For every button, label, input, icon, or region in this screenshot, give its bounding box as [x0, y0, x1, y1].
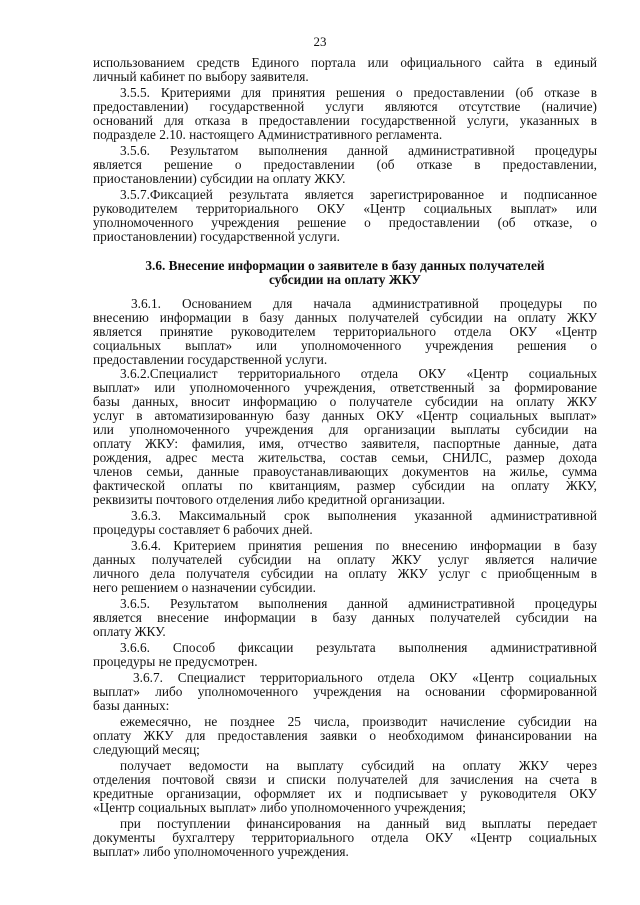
paragraph-line: данных получателей субсидии на оплату ЖКУ услуг является наличие	[93, 552, 597, 567]
paragraph-line: личный кабинет по выбору заявителя.	[93, 69, 309, 84]
paragraph-line: является внесение информации в базу данных получателей субсидии на	[93, 610, 597, 625]
paragraph-line: процедуры составляет 6 рабочих дней.	[93, 522, 313, 537]
paragraph-line: документы бухгалтеру территориального отдела ОКУ «Центр социальных	[93, 830, 597, 845]
paragraph-line: личного дела получателя субсидии на оплату ЖКУ услуг с приобщенным в	[93, 566, 597, 581]
paragraph-line: ежемесячно, не позднее 25 числа, производит начисление субсидии на	[120, 714, 597, 729]
paragraph-line: процедуры не предусмотрен.	[93, 654, 258, 669]
paragraph-line: выплат» либо уполномоченного учреждения на основании сформированной	[93, 684, 597, 699]
paragraph-line: выплат» либо уполномоченного учреждения.	[93, 844, 349, 859]
paragraph-line: приостановлении) государственной услуги.	[93, 229, 340, 244]
section-heading-line: 3.6. Внесение информации о заявителе в базу данных получателей	[145, 258, 545, 273]
page-number: 23	[313, 34, 327, 49]
paragraph-line: является принятие руководителем территориального отдела ОКУ «Центр	[93, 324, 597, 339]
paragraph-line: услуг в автоматизированную базу данных ОКУ «Центр социальных выплат»	[93, 408, 597, 423]
paragraph-line: подразделе 2.10. настоящего Административного регламента.	[93, 127, 443, 142]
paragraph-line: кредитные организации, оформляет их и подписывает у руководителя ОКУ	[93, 786, 597, 801]
paragraph-line: уполномоченного учреждения решение о предоставлении (об отказе, о	[93, 215, 597, 230]
paragraph-line: базы данных, вносит информацию о получателе субсидии на оплату ЖКУ	[93, 394, 597, 409]
paragraph-line: 3.6.7. Специалист территориального отдела ОКУ «Центр социальных	[133, 670, 597, 685]
paragraph-line: 3.6.2.Специалист территориального отдела ОКУ «Центр социальных	[120, 366, 597, 381]
paragraph-line: 3.6.4. Критерием принятия решения по внесению информации в базу	[131, 538, 597, 553]
paragraph-line: получает ведомости на выплату субсидий на оплату ЖКУ через	[120, 758, 597, 773]
paragraph-line: оплату ЖКУ: фамилия, имя, отчество заявителя, паспортные данные, дата	[93, 436, 597, 451]
paragraph-line: оплату ЖКУ.	[93, 624, 166, 639]
paragraph-line: предоставлении государственной услуги.	[93, 352, 328, 367]
paragraph-line: использованием средств Единого портала или официального сайта в единый	[93, 55, 597, 70]
paragraph-line: базы данных:	[93, 698, 170, 713]
paragraph-line: руководителем территориального ОКУ «Центр социальных выплат» или	[93, 201, 597, 216]
paragraph-line: фактической оплаты по квитанциям, размер субсидии на оплату ЖКУ,	[93, 478, 597, 493]
paragraph-line: 3.5.5. Критериями для принятия решения о предоставлении (об отказе в	[120, 85, 597, 100]
paragraph-line: 3.5.6. Результатом выполнения данной административной процедуры	[120, 143, 597, 158]
paragraph-line: отделения почтовой связи и списки получателей для зачисления на счета в	[93, 772, 597, 787]
paragraph-line: 3.6.3. Максимальный срок выполнения указанной административной	[131, 508, 597, 523]
paragraph-line: является решение о предоставлении (об отказе в предоставлении,	[93, 157, 597, 172]
paragraph-line: «Центр социальных выплат» либо уполномоченного учреждения;	[93, 800, 466, 815]
paragraph-line: или уполномоченного учреждения для организации выплаты субсидии на	[93, 422, 597, 437]
paragraph-line: приостановлении) субсидии на оплату ЖКУ.	[93, 171, 346, 186]
paragraph-line: реквизиты почтового отделения либо кредитной организации.	[93, 492, 446, 507]
paragraph-line: оплату ЖКУ для предоставления заявки о необходимом финансировании на	[93, 728, 597, 743]
paragraph-line: предоставлении) государственной услуги являются отсутствие (наличие)	[93, 99, 597, 114]
paragraph-line: 3.5.7.Фиксацией результата является зарегистрированное и подписанное	[120, 187, 597, 202]
paragraph-line: внесению информации в базу данных получателей субсидии на оплату ЖКУ	[93, 310, 597, 325]
paragraph-line: 3.6.6. Способ фиксации результата выполнения административной	[120, 640, 597, 655]
paragraph-line: членов семьи, данные правоустанавливающих документов на жилье, сумма	[93, 464, 597, 479]
paragraph-line: социальных выплат» или уполномоченного учреждения решения о	[93, 338, 597, 353]
paragraph-line: следующий месяц;	[93, 742, 200, 757]
paragraph-line: 3.6.1. Основанием для начала административной процедуры по	[131, 296, 597, 311]
paragraph-line: оснований для отказа в предоставлении государственной услуги, указанных в	[93, 113, 597, 128]
section-heading-line: субсидии на оплату ЖКУ	[268, 272, 422, 287]
paragraph-line: 3.6.5. Результатом выполнения данной административной процедуры	[120, 596, 597, 611]
paragraph-line: при поступлении финансирования на данный вид выплаты передает	[120, 816, 597, 831]
paragraph-line: него решением о назначении субсидии.	[93, 580, 316, 595]
paragraph-line: рождения, адрес места жительства, состав семьи, СНИЛС, размер дохода	[93, 450, 597, 465]
paragraph-line: выплат» или уполномоченного учреждения, ответственный за формирование	[93, 380, 597, 395]
